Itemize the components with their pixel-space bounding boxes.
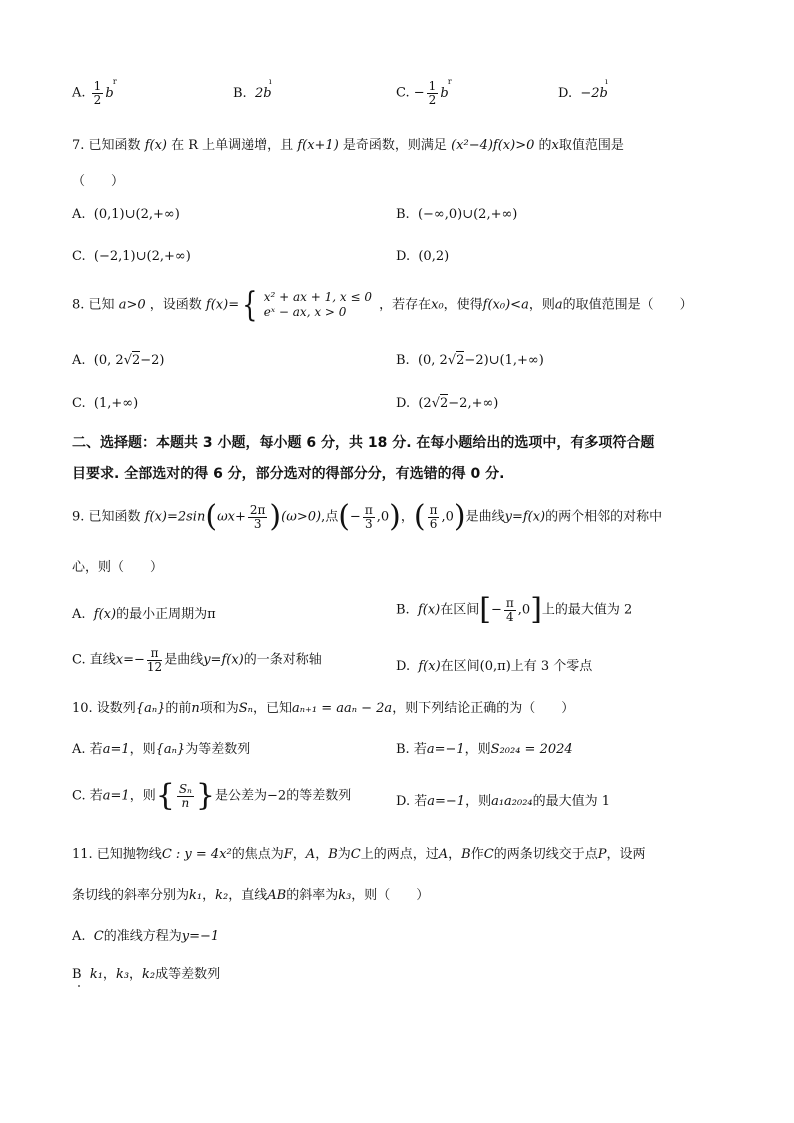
text: ， xyxy=(448,847,462,862)
numerator: π xyxy=(364,502,373,517)
option-letter: A. xyxy=(72,353,86,368)
left-brace: { xyxy=(155,778,175,813)
q6-option-c[interactable] xyxy=(396,80,449,106)
option-letter: C. xyxy=(72,652,86,668)
math: k₂ xyxy=(215,888,229,903)
math: f(x) xyxy=(93,607,117,622)
text: 的准线方程为 xyxy=(103,929,182,944)
sqrt-sign: √ xyxy=(431,396,440,411)
math: B xyxy=(328,847,338,862)
math: k₁ xyxy=(189,888,203,903)
math: y=f(x) xyxy=(504,509,546,525)
q6-option-a[interactable] xyxy=(72,80,114,106)
math: x=− xyxy=(115,652,145,668)
text: 的最小正周期为 xyxy=(116,607,208,622)
vector-b: r b xyxy=(440,86,448,101)
math: C xyxy=(350,847,361,862)
text: 10. 设数列 xyxy=(72,701,136,716)
math: (0, 2 xyxy=(417,353,448,368)
q10-stem xyxy=(72,697,574,716)
text: 上的最大值为 2 xyxy=(541,602,633,618)
q7-option-c[interactable] xyxy=(72,249,191,264)
text: ，若存在 xyxy=(379,297,432,313)
text: 的斜率为 xyxy=(286,888,339,903)
math: y=f(x) xyxy=(203,652,244,668)
vector-expression: ı −2b xyxy=(580,86,608,101)
option-letter: D. xyxy=(396,659,411,674)
fraction xyxy=(504,597,516,623)
option-letter: A. xyxy=(72,742,86,757)
text: 的 xyxy=(538,138,552,153)
right-paren: ) xyxy=(269,499,282,534)
fraction xyxy=(427,80,439,106)
option-letter: B. xyxy=(233,86,247,101)
text: 项和为 xyxy=(199,701,239,716)
math: f(x)=2sin xyxy=(144,509,206,525)
q7-paren: （ ） xyxy=(72,174,125,189)
math: C : y = 4x² xyxy=(161,847,232,862)
denominator: 3 xyxy=(253,516,262,531)
text: 是公差为 xyxy=(215,788,268,804)
vector-expression: ı 2b xyxy=(255,86,272,101)
math: f(x) xyxy=(144,138,167,153)
math: (1,+∞) xyxy=(93,396,139,411)
left-bracket: [ xyxy=(479,592,491,627)
math: y=−1 xyxy=(181,929,220,944)
math: −2,+∞) xyxy=(448,396,499,411)
math: −2) xyxy=(140,353,165,368)
text: 的取值范围是（ ） xyxy=(562,297,693,313)
text: 7. 已知函数 xyxy=(72,138,141,153)
math: f(x) xyxy=(417,602,441,618)
text: ，则（ ） xyxy=(351,888,430,903)
q8-option-c[interactable] xyxy=(72,396,138,411)
section-heading-line-2: 目要求. 全部选对的得 6 分，部分选对的得部分分，有选错的得 0 分. xyxy=(72,466,505,482)
math: ,0 xyxy=(376,509,390,525)
option-letter: B. xyxy=(396,353,410,368)
left-paren: ( xyxy=(205,499,218,534)
text: ， xyxy=(129,967,143,982)
q11-stem-cont xyxy=(72,884,429,903)
q8-option-a[interactable] xyxy=(72,353,165,368)
text: 的前 xyxy=(165,701,192,716)
math: a=1 xyxy=(102,788,130,804)
q6-option-d[interactable] xyxy=(558,86,608,101)
radicand: 2 xyxy=(440,396,449,411)
numerator: 2π xyxy=(249,502,266,517)
math: k₃ xyxy=(338,888,352,903)
denominator: 12 xyxy=(146,659,163,674)
text: 的最大值为 1 xyxy=(532,794,611,809)
math: a=−1 xyxy=(426,742,465,757)
text: 的两条切线交于点 xyxy=(493,847,598,862)
text: 的一条对称轴 xyxy=(243,652,322,668)
denominator: 4 xyxy=(506,609,514,624)
math: aₙ₊₁ = aaₙ − 2a xyxy=(291,701,393,716)
math: F xyxy=(283,847,293,862)
math: a xyxy=(554,297,563,313)
q8-stem xyxy=(72,285,693,325)
math: AB xyxy=(267,888,287,903)
numerator: 1 xyxy=(93,79,102,93)
option-letter: D. xyxy=(396,794,411,809)
radicand: 2 xyxy=(131,353,141,368)
option-letter: C. xyxy=(72,396,86,411)
text: 上的两点，过 xyxy=(360,847,439,862)
text: 在区间 xyxy=(440,659,480,674)
text: 上有 3 个零点 xyxy=(510,659,593,674)
text: 的等差数列 xyxy=(286,788,352,804)
text: ， xyxy=(102,967,116,982)
sqrt-sign: √ xyxy=(447,353,457,368)
text: 若 xyxy=(89,742,103,757)
text: 若 xyxy=(414,794,428,809)
math: (0,π) xyxy=(479,659,511,674)
math: π xyxy=(207,607,216,622)
math: x₀ xyxy=(431,297,444,313)
math: n xyxy=(191,701,200,716)
option-letter: C. xyxy=(72,249,86,264)
option-letter: A. xyxy=(72,207,86,222)
sqrt-sign: √ xyxy=(123,353,132,368)
text: ，设函数 xyxy=(149,297,202,313)
text: ， xyxy=(202,888,216,903)
math: A xyxy=(438,847,449,862)
text: 9. 已知函数 xyxy=(72,509,141,525)
math: P xyxy=(597,847,607,862)
text: 为等差数列 xyxy=(185,742,251,757)
numerator: π xyxy=(505,595,514,610)
text: ， xyxy=(315,847,329,862)
right-paren: ) xyxy=(453,499,466,534)
math: (0, 2 xyxy=(93,353,124,368)
text: 成等差数列 xyxy=(155,967,221,982)
math: Sₙ xyxy=(238,701,253,716)
q8-option-b[interactable] xyxy=(396,353,544,368)
numerator: π xyxy=(147,647,162,661)
option-letter: B xyxy=(72,967,82,982)
numerator: Sₙ xyxy=(178,781,192,796)
q9-stem xyxy=(72,499,663,534)
text: ，直线 xyxy=(228,888,268,903)
text: ，则 xyxy=(129,788,156,804)
radicand: 2 xyxy=(456,353,465,368)
q7-option-d[interactable] xyxy=(396,249,449,264)
math: f(x)= xyxy=(205,297,240,313)
math: S₂₀₂₄ = 2024 xyxy=(490,742,573,757)
fraction xyxy=(147,647,162,673)
option-letter: A. xyxy=(72,607,86,622)
math: (ω>0) xyxy=(281,509,322,525)
text: 取值范围是 xyxy=(558,138,624,153)
minus-sign: − xyxy=(349,509,361,525)
numerator: π xyxy=(429,502,438,517)
math: k₃ xyxy=(115,967,130,982)
text: ，已知 xyxy=(252,701,292,716)
math: a=1 xyxy=(102,742,130,757)
math: (0,1)∪(2,+∞) xyxy=(93,207,180,222)
text: 作 xyxy=(470,847,484,862)
math: k₁ xyxy=(89,967,103,982)
q9-option-d[interactable] xyxy=(396,655,592,674)
piecewise xyxy=(264,290,372,320)
minus-sign: − xyxy=(490,602,502,618)
math: −2 xyxy=(267,788,287,804)
q10-option-d[interactable] xyxy=(396,790,610,809)
math: {aₙ} xyxy=(155,742,186,757)
text: 直线 xyxy=(89,652,116,668)
option-letter: B. xyxy=(396,602,410,618)
math: C xyxy=(93,929,104,944)
right-paren: ) xyxy=(389,499,401,534)
math: {aₙ} xyxy=(135,701,166,716)
q6-option-b[interactable] xyxy=(233,86,272,101)
minus-sign: − xyxy=(413,85,425,101)
math: x xyxy=(551,138,559,153)
q9-option-c[interactable] xyxy=(72,647,322,673)
right-brace: } xyxy=(195,778,215,813)
option-letter: C. xyxy=(72,788,86,804)
denominator: 6 xyxy=(429,516,438,531)
text: 若 xyxy=(89,788,103,804)
math: −2)∪(1,+∞) xyxy=(464,353,544,368)
section-heading-line-1: 二、选择题：本题共 3 小题，每小题 6 分，共 18 分. 在每小题给出的选项中，有多项符合题 xyxy=(72,435,655,451)
fraction xyxy=(177,783,194,809)
math: B xyxy=(461,847,471,862)
math: (−2,1)∪(2,+∞) xyxy=(93,249,191,264)
text: 是曲线 xyxy=(164,652,204,668)
text: 是曲线 xyxy=(465,509,505,525)
text: 为 xyxy=(337,847,351,862)
text: ，则下列结论正确的为（ ） xyxy=(392,701,575,716)
text: 是奇函数，则满足 xyxy=(342,138,447,153)
text: 8. 已知 xyxy=(72,297,115,313)
math: (2 xyxy=(418,396,432,411)
text: ，使得 xyxy=(443,297,483,313)
fraction xyxy=(428,504,440,530)
q9-option-a[interactable] xyxy=(72,603,216,622)
fraction xyxy=(363,504,375,530)
denominator: n xyxy=(181,795,190,810)
math: f(x₀)<a xyxy=(482,297,529,313)
numerator: 1 xyxy=(428,79,437,93)
math: ,0 xyxy=(517,602,531,618)
math: f(x+1) xyxy=(297,138,339,153)
math: (x²−4)f(x)>0 xyxy=(451,138,535,153)
option-letter: D. xyxy=(558,86,573,101)
option-letter: B. xyxy=(396,207,410,222)
math: a₁a₂₀₂₄ xyxy=(491,794,533,809)
q7-stem xyxy=(72,134,624,153)
q8-option-d[interactable] xyxy=(396,396,498,411)
denominator: 2 xyxy=(428,92,437,107)
fraction xyxy=(248,504,268,530)
math: (−∞,0)∪(2,+∞) xyxy=(417,207,518,222)
option-letter: B. xyxy=(396,742,410,757)
text: 在区间 xyxy=(440,602,480,618)
q11-stem xyxy=(72,843,645,862)
text: 的焦点为 xyxy=(231,847,284,862)
option-letter: D. xyxy=(396,249,411,264)
math: f(x) xyxy=(418,659,441,674)
q11-option-a[interactable] xyxy=(72,925,219,944)
math: a>0 xyxy=(118,297,146,313)
text: ，则 xyxy=(464,742,491,757)
text: ， xyxy=(400,509,414,525)
vector-b: r b xyxy=(105,86,113,101)
denominator: 2 xyxy=(93,92,102,107)
q10-option-a[interactable] xyxy=(72,738,250,757)
text: 若 xyxy=(413,742,427,757)
q11-option-b[interactable] xyxy=(72,963,220,982)
left-brace: { xyxy=(242,285,258,325)
text: 条切线的斜率分别为 xyxy=(72,888,190,903)
text: ， xyxy=(292,847,306,862)
left-paren: ( xyxy=(413,499,426,534)
left-paren: ( xyxy=(338,499,350,534)
text: 的两个相邻的对称中 xyxy=(545,509,663,525)
q9-option-b[interactable] xyxy=(396,592,633,627)
piece: eˣ − ax, x > 0 xyxy=(263,305,347,319)
q10-option-b[interactable] xyxy=(396,738,573,757)
text: 在 R 上单调递增，且 xyxy=(171,138,294,153)
text: ，则 xyxy=(129,742,156,757)
option-letter: A. xyxy=(72,929,86,944)
text: ，则 xyxy=(528,297,555,313)
text: ，设两 xyxy=(606,847,646,862)
text: ,点 xyxy=(321,509,339,525)
math: ,0 xyxy=(441,509,454,525)
text: 11. 已知抛物线 xyxy=(72,847,162,862)
piece: x² + ax + 1, x ≤ 0 xyxy=(263,290,372,304)
option-letter: D. xyxy=(396,396,411,411)
fraction xyxy=(92,80,104,106)
q10-option-c[interactable] xyxy=(72,778,352,813)
right-bracket: ] xyxy=(530,592,542,627)
denominator: 3 xyxy=(364,516,373,531)
q7-option-a[interactable] xyxy=(72,207,180,222)
q7-option-b[interactable] xyxy=(396,207,517,222)
math: a=−1 xyxy=(427,794,466,809)
option-letter: A. xyxy=(72,85,86,101)
q9-stem-cont: 心，则（ ） xyxy=(72,560,164,575)
option-letter: C. xyxy=(396,85,410,101)
stray-dot xyxy=(78,985,80,987)
text: ，则 xyxy=(465,794,492,809)
math: C xyxy=(483,847,494,862)
math: ωx+ xyxy=(217,509,246,525)
math: A xyxy=(305,847,316,862)
math: (0,2) xyxy=(418,249,450,264)
math: k₂ xyxy=(142,967,156,982)
